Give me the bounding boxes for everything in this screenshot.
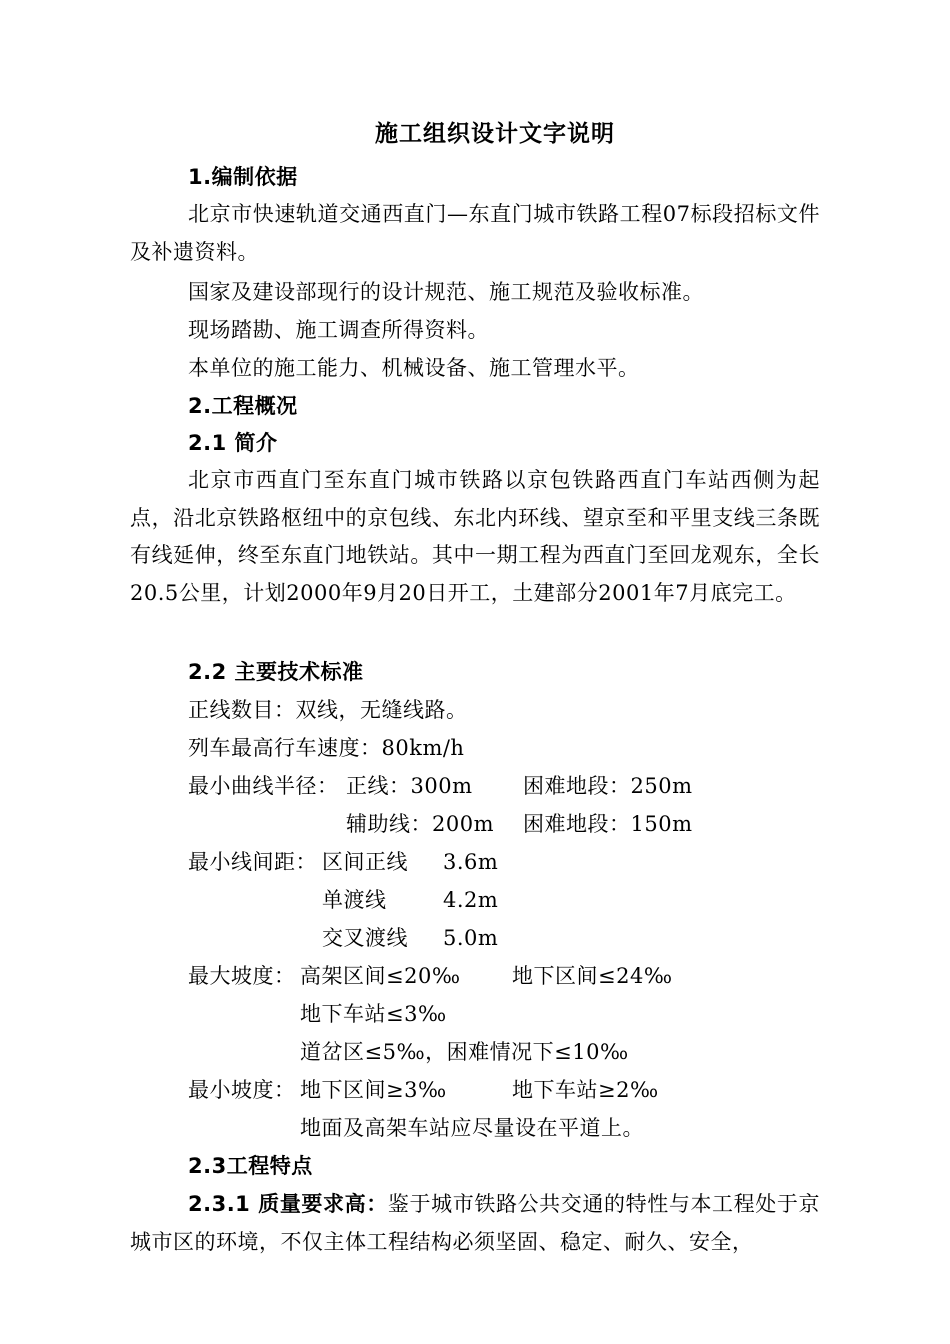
max-grade-1: 高架区间≤20‰ [300,964,461,988]
spacing-3-value: 5.0m [443,926,499,950]
curve-main-hard: 困难地段：250m [523,774,693,798]
std-max-speed: 列车最高行车速度：80km/h [188,736,465,760]
max-grade-3: 地下车站≤3‰ [300,1002,447,1026]
section-1-paragraph-1: 北京市快速轨道交通西直门—东直门城市铁路工程07标段招标文件及补遗资料。 [130,202,820,264]
min-grade-label: 最小坡度： [188,1078,296,1102]
section-2-1-heading: 2.1 简介 [188,431,278,455]
spacing-2-name: 单渡线 [322,888,387,912]
spacing-2-value: 4.2m [443,888,499,912]
section-2-2-heading: 2.2 主要技术标准 [188,660,364,684]
min-grade-1: 地下区间≥3‰ [300,1078,447,1102]
section-1-paragraph-3: 现场踏勘、施工调查所得资料。 [188,318,489,342]
min-grade-2: 地下车站≥2‰ [512,1078,659,1102]
section-1-paragraph-4: 本单位的施工能力、机械设备、施工管理水平。 [188,356,640,380]
max-grade-2: 地下区间≤24‰ [512,964,673,988]
max-grade-4: 道岔区≤5‰，困难情况下≤10‰ [300,1040,629,1064]
curve-main: 正线：300m [346,774,473,798]
section-2-3-1-text: 鉴于城市铁路公共交通的特性与本工程处于京城市区的环境，不仅主体工程结构必须坚固、稳定、耐久、安全， [130,1192,821,1254]
std-main-lines: 正线数目：双线，无缝线路。 [188,698,468,722]
section-2-1-paragraph: 北京市西直门至东直门城市铁路以京包铁路西直门车站西侧为起点，沿北京铁路枢纽中的京包线、东北内环线、望京至和平里支线三条既有线延伸，终至东直门地铁站。其中一期工程为西直门至回龙观东，全长20.5公里，计划2000年9月20日开工，土建部分2001年7月底完工。 [130,468,820,605]
spacing-1-value: 3.6m [443,850,499,874]
min-grade-3: 地面及高架车站应尽量设在平道上。 [300,1116,644,1140]
section-2-heading: 2.工程概况 [188,394,298,418]
spacing-3-name: 交叉渡线 [322,926,408,950]
curve-label: 最小曲线半径： [188,774,339,798]
section-1-paragraph-2: 国家及建设部现行的设计规范、施工规范及验收标准。 [188,280,704,304]
section-2-3-1-heading: 2.3.1 质量要求高： [188,1192,388,1216]
section-2-3-heading: 2.3工程特点 [188,1154,313,1178]
page-title: 施工组织设计文字说明 [375,121,615,147]
spacing-1-name: 区间正线 [322,850,408,874]
curve-aux: 辅助线：200m [346,812,494,836]
curve-aux-hard: 困难地段：150m [523,812,693,836]
section-1-heading: 1.编制依据 [188,165,298,189]
max-grade-label: 最大坡度： [188,964,296,988]
spacing-label: 最小线间距： [188,850,317,874]
section-2-3-1-paragraph [130,1186,820,1261]
